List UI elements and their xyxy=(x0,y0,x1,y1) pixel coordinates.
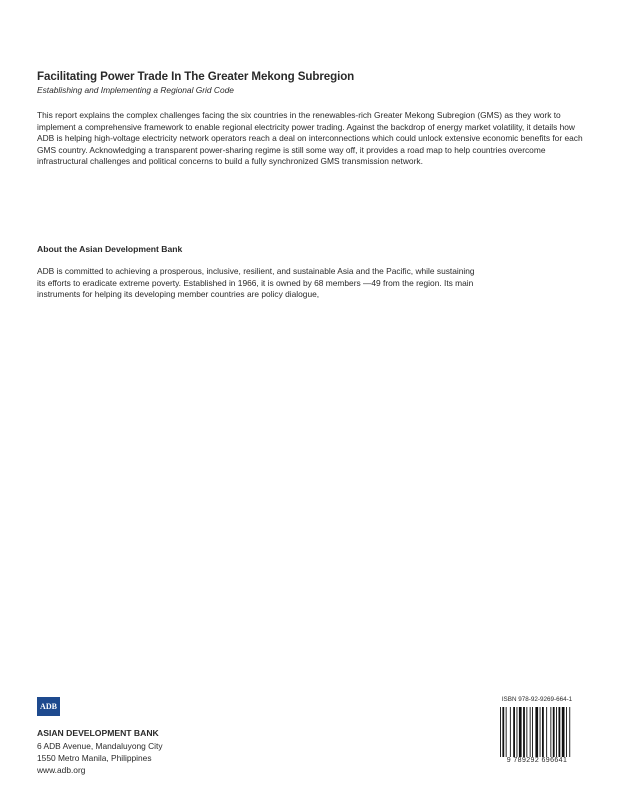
about-body: ADB is committed to achieving a prosperous, inclusive, resilient, and sustainable Asia and the Pacific, while sustaining its efforts to eradicate extreme poverty. Established in 1966, it is owned by 68 members —49 from the region. Its main instruments for helping its developing member countries are policy dialogue, xyxy=(37,266,475,299)
barcode-icon xyxy=(500,707,578,757)
isbn-barcode xyxy=(494,696,580,772)
publisher-name: ASIAN DEVELOPMENT BANK xyxy=(37,728,159,738)
barcode-digits: 9 789292 696641 xyxy=(506,757,568,764)
adb-logo-text: ADB xyxy=(40,702,57,711)
about-heading: About the Asian Development Bank xyxy=(37,244,183,254)
isbn-label: ISBN 978-92-9269-664-1 xyxy=(501,696,573,703)
publisher-address-line-2: 1550 Metro Manila, Philippines xyxy=(37,753,152,763)
adb-logo xyxy=(37,697,60,716)
book-title: Facilitating Power Trade In The Greater Mekong Subregion xyxy=(37,70,355,83)
book-subtitle: Establishing and Implementing a Regional Grid Code xyxy=(37,85,234,95)
publisher-website: www.adb.org xyxy=(37,765,86,775)
book-summary: This report explains the complex challenges facing the six countries in the renewables-rich Greater Mekong Subregion (GMS) as they work to implement a comprehensive framework to enable regional electricity power trading. Against the backdrop of energy market volatility, it details how ADB is helping high-voltage electricity network operators reach a deal on interconnections which could unlock extensive economic benefits for each GMS country. Acknowledging a transparent power-sharing regime is still some way off, it provides a road map to help countries overcome infrastructural challenges and political concerns to build a fully synchronized GMS transmission network. xyxy=(37,110,583,166)
publisher-address-line-1: 6 ADB Avenue, Mandaluyong City xyxy=(37,741,163,751)
